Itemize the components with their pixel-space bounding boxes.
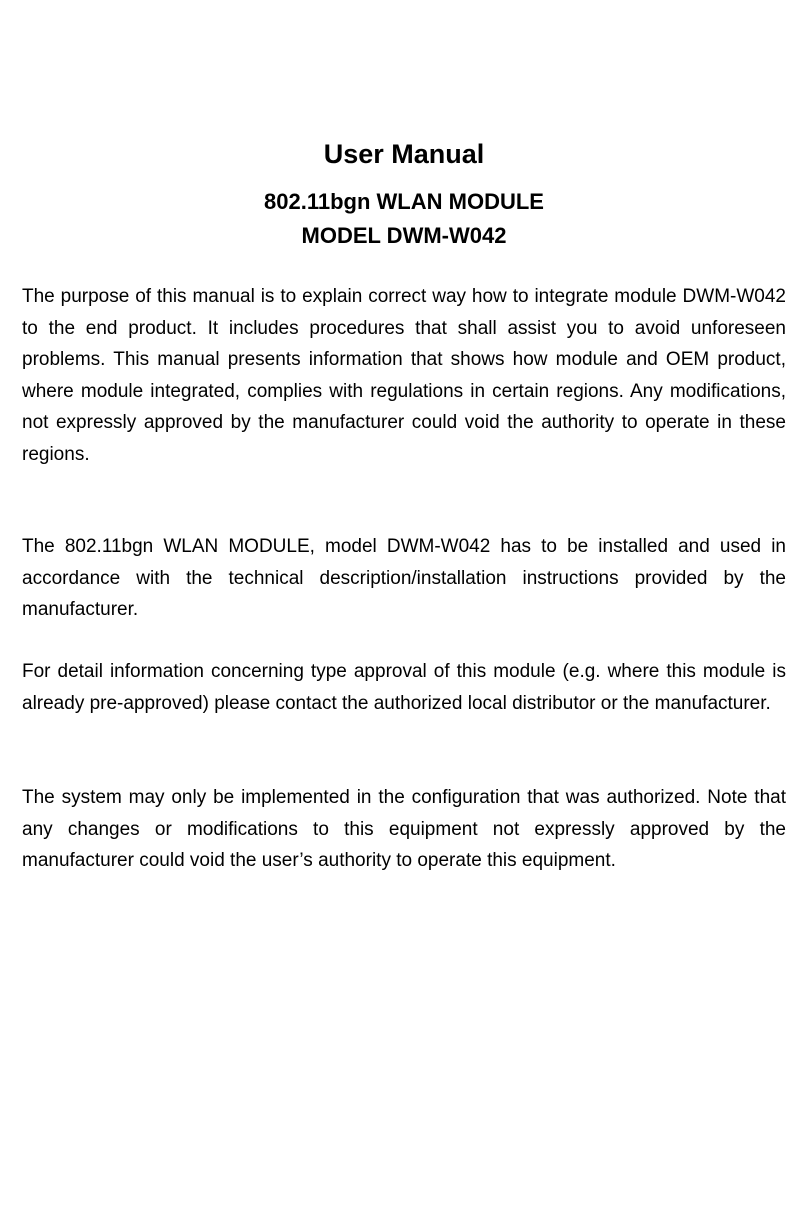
product-name: 802.11bgn WLAN MODULE [264,189,544,214]
page-title: User Manual [323,139,485,169]
paragraph-purpose: The purpose of this manual is to explain correct way how to integrate module DWM-W042 to the end product. It includes procedures that shall assist you to avoid unforeseen problems. This manual presents information that shows how module and OEM product, where module integrated, complies with regulations in certain regions. Any modifications, not expressly approved by the manufacturer could void the authority to operate in these regions. [22,286,786,465]
paragraph-configuration: The system may only be implemented in the configuration that was authorized. Note that any changes or modifications to this equipment not expressly approved by the manufacturer could void the user’s authority to operate this equipment. [22,787,786,871]
paragraph-installation: The 802.11bgn WLAN MODULE, model DWM-W042 has to be installed and used in accordance with the technical description/installation instructions provided by the manufacturer. [22,536,786,620]
model-name: MODEL DWM-W042 [301,223,507,248]
paragraph-type-approval: For detail information concerning type approval of this module (e.g. where this module is already pre-approved) please contact the authorized local distributor or the manufacturer. [22,661,786,714]
